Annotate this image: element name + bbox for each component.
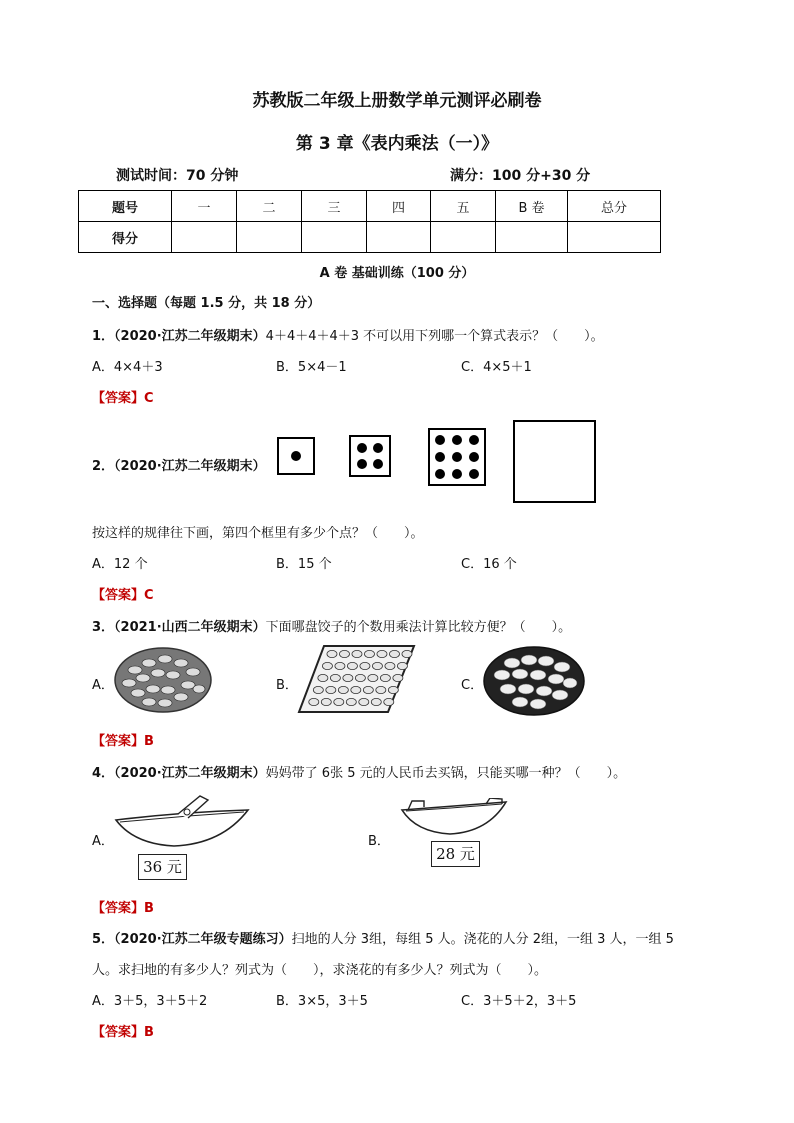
option-a[interactable]: A．4×4＋3 <box>92 360 163 375</box>
answer-4 <box>92 897 154 916</box>
dumpling <box>397 662 407 669</box>
answer-2 <box>92 584 154 603</box>
table-cell: 一 <box>172 191 237 222</box>
answer-value: B <box>144 901 154 916</box>
dot <box>435 435 445 445</box>
answer-value: B <box>144 734 154 749</box>
dumpling <box>322 662 332 669</box>
dumpling-plate-dark <box>482 645 586 717</box>
option-a[interactable]: A． <box>92 678 114 693</box>
question-stem: 妈妈带了 6张 5 元的人民币去买锅，只能买哪一种？（ ）。 <box>265 766 627 781</box>
dot <box>435 469 445 479</box>
question-number: 1． <box>92 329 115 344</box>
wok-with-handle-icon <box>112 792 252 852</box>
dot-box-2 <box>349 435 391 477</box>
dumpling <box>388 686 398 693</box>
dumpling <box>327 650 337 657</box>
score-table <box>78 190 661 253</box>
dot <box>291 451 301 461</box>
option-b[interactable]: B． <box>276 678 298 693</box>
question-source: （2020·江苏二年级期末） <box>114 459 266 474</box>
dumpling <box>384 698 394 705</box>
dot <box>435 452 445 462</box>
answer-label: 【答案】 <box>92 901 145 916</box>
table-cell: 总分 <box>568 191 661 222</box>
option-c[interactable]: C．3＋5＋2，3＋5 <box>461 994 577 1009</box>
option-b[interactable]: B．5×4－1 <box>276 360 347 375</box>
question-number: 5． <box>92 932 115 947</box>
answer-label: 【答案】 <box>92 391 145 406</box>
dumpling <box>359 698 369 705</box>
dot <box>452 469 462 479</box>
dumpling <box>360 662 370 669</box>
table-cell: 题号 <box>79 191 172 222</box>
dumpling <box>338 686 348 693</box>
question-3 <box>92 616 571 635</box>
question-stem-line2: 人。求扫地的有多少人？列式为（ ），求浇花的有多少人？列式为（ ）。 <box>92 963 548 978</box>
score-input-cell[interactable] <box>496 222 568 253</box>
score-input-cell[interactable] <box>431 222 496 253</box>
answer-label: 【答案】 <box>92 1025 145 1040</box>
page-subtitle: 第 3 章《表内乘法（一）》 <box>295 134 499 154</box>
question-1 <box>92 325 604 344</box>
question-stem: 下面哪盘饺子的个数用乘法计算比较方便？（ ）。 <box>265 620 572 635</box>
option-b[interactable]: B． <box>368 834 390 849</box>
dumpling <box>347 662 357 669</box>
option-b[interactable]: B．3×5，3＋5 <box>276 994 368 1009</box>
answer-5 <box>92 1021 154 1040</box>
dumpling <box>380 674 390 681</box>
dumpling <box>334 698 344 705</box>
option-c[interactable]: C．16 个 <box>461 557 517 572</box>
dot-box-1 <box>277 437 315 475</box>
option-c[interactable]: C．4×5＋1 <box>461 360 532 375</box>
dot <box>469 469 479 479</box>
score-input-cell[interactable] <box>237 222 302 253</box>
option-a[interactable]: A．3＋5，3＋5＋2 <box>92 994 208 1009</box>
dumpling <box>352 650 362 657</box>
price-tag-b: 28 元 <box>431 841 480 867</box>
price-tag-a: 36 元 <box>138 854 187 880</box>
dumpling <box>376 686 386 693</box>
table-cell: 五 <box>431 191 496 222</box>
dumpling <box>309 698 319 705</box>
dumpling <box>393 674 403 681</box>
question-source: （2020·江苏二年级专题练习） <box>114 932 292 947</box>
dot <box>357 459 367 469</box>
dumpling <box>363 686 373 693</box>
answer-1 <box>92 387 154 406</box>
dumpling <box>351 686 361 693</box>
dumpling <box>321 698 331 705</box>
dumpling <box>318 674 328 681</box>
option-c[interactable]: C． <box>461 678 484 693</box>
dumpling <box>326 686 336 693</box>
section-heading: A 卷 基础训练（100 分） <box>319 266 475 281</box>
question-source: （2021·山西二年级期末） <box>114 620 266 635</box>
dumpling <box>339 650 349 657</box>
dot <box>469 452 479 462</box>
dumpling <box>343 674 353 681</box>
question-4 <box>92 762 626 781</box>
question-stem: 扫地的人分 3组，每组 5 人。浇花的人分 2组，一组 3 人，一组 5 <box>291 932 674 947</box>
question-number: 4． <box>92 766 115 781</box>
question-number: 3． <box>92 620 115 635</box>
score-input-cell[interactable] <box>302 222 367 253</box>
question-number: 2． <box>92 459 115 474</box>
question-2 <box>92 455 266 474</box>
score-input-cell[interactable] <box>367 222 431 253</box>
option-a[interactable]: A．12 个 <box>92 557 148 572</box>
dumpling <box>364 650 374 657</box>
question-stem: 按这样的规律往下画，第四个框里有多少个点？（ ）。 <box>92 526 424 541</box>
dot-box-4-empty <box>513 420 596 503</box>
table-row <box>79 191 661 222</box>
table-cell: 四 <box>367 191 431 222</box>
table-cell: 三 <box>302 191 367 222</box>
part-heading: 一、选择题（每题 1.5 分，共 18 分） <box>92 296 321 311</box>
option-b[interactable]: B．15 个 <box>276 557 332 572</box>
score-input-cell[interactable] <box>568 222 661 253</box>
question-stem: 4＋4＋4＋4＋3 不可以用下列哪一个算式表示？（ ）。 <box>265 329 604 344</box>
table-row <box>79 222 661 253</box>
dumpling <box>313 686 323 693</box>
dot-box-3 <box>428 428 486 486</box>
dumpling <box>346 698 356 705</box>
answer-3 <box>92 730 154 749</box>
option-a[interactable]: A． <box>92 834 114 849</box>
dot <box>452 435 462 445</box>
table-cell: 二 <box>237 191 302 222</box>
dot <box>469 435 479 445</box>
dumpling <box>355 674 365 681</box>
answer-label: 【答案】 <box>92 734 145 749</box>
question-source: （2020·江苏二年级期末） <box>114 766 266 781</box>
dumpling <box>368 674 378 681</box>
answer-value: C <box>144 391 154 406</box>
score-input-cell[interactable] <box>172 222 237 253</box>
dumpling-tray-grid <box>296 643 416 715</box>
dumpling-plate-round-messy <box>113 645 213 715</box>
dot <box>357 443 367 453</box>
dumpling <box>402 650 412 657</box>
answer-label: 【答案】 <box>92 588 145 603</box>
dumpling <box>335 662 345 669</box>
dot <box>373 459 383 469</box>
score-label: 满分：100 分+30 分 <box>450 168 591 184</box>
question-source: （2020·江苏二年级期末） <box>114 329 266 344</box>
table-cell: 得分 <box>79 222 172 253</box>
page-title: 苏教版二年级上册数学单元测评必刷卷 <box>252 91 542 111</box>
answer-value: C <box>144 588 154 603</box>
dot <box>452 452 462 462</box>
answer-value: B <box>144 1025 154 1040</box>
dumpling <box>330 674 340 681</box>
wok-two-handles-icon <box>398 798 510 838</box>
dumpling <box>377 650 387 657</box>
dumpling <box>371 698 381 705</box>
dumpling <box>385 662 395 669</box>
question-5 <box>92 928 674 947</box>
dumpling <box>372 662 382 669</box>
time-label: 测试时间：70 分钟 <box>116 168 239 184</box>
dot <box>373 443 383 453</box>
dumpling <box>389 650 399 657</box>
table-cell: B 卷 <box>496 191 568 222</box>
